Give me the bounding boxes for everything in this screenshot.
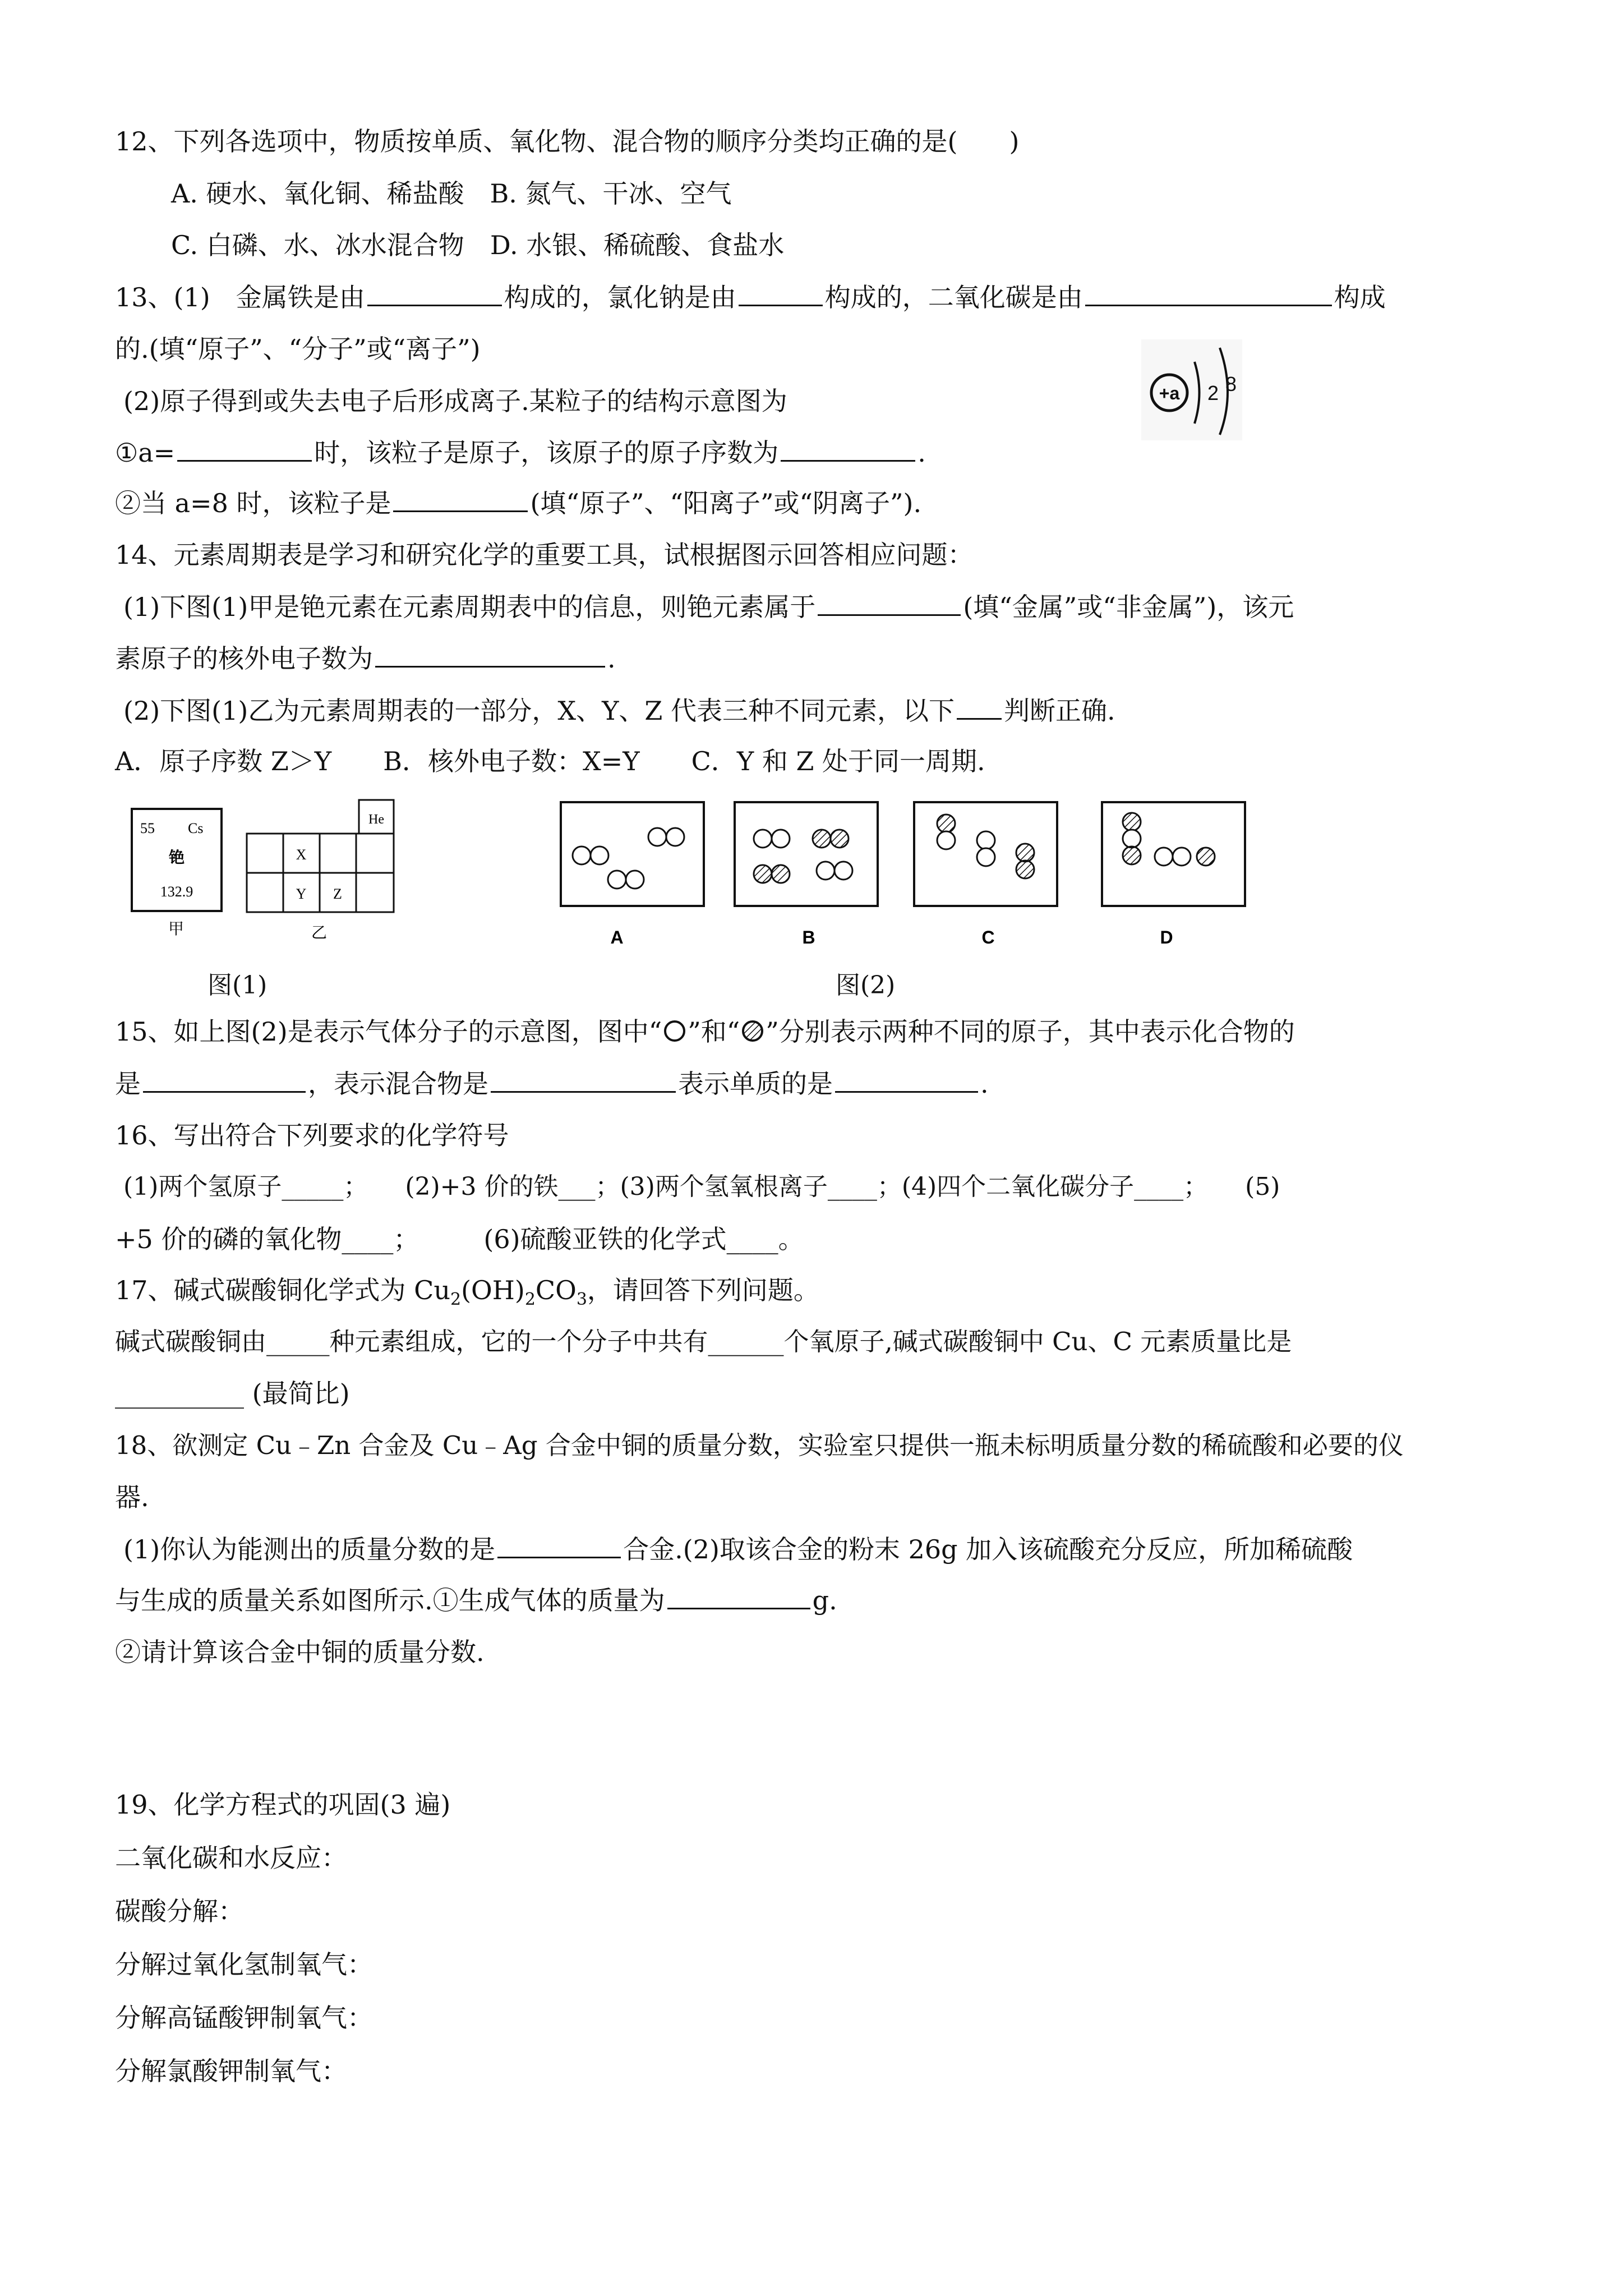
box-label-a: A <box>610 927 624 947</box>
q15-text: ”和“ <box>688 1016 740 1047</box>
q13-text: (填“原子”、“阳离子”或“阴离子”). <box>530 488 922 518</box>
answer-blank[interactable] <box>818 592 961 616</box>
q17-text: (OH) <box>461 1275 525 1305</box>
q14-text: (填“金属”或“非金属”)，该元 <box>963 592 1294 622</box>
q18-text: 合金.(2)取该合金的粉末 26g 加入该硫酸充分反应，所加稀硫酸 <box>623 1534 1353 1565</box>
cell-mass: 132.9 <box>160 884 193 900</box>
q13-text: 时，该粒子是原子，该原子的原子序数为 <box>314 438 779 468</box>
q13-line2: 的.(填“原子”、“分子”或“离子”) <box>115 334 481 364</box>
q19-stem: 19、化学方程式的巩固(3 遍) <box>115 1789 451 1820</box>
q18-stem1: 18、欲测定 Cu﹣Zn 合金及 Cu﹣Ag 合金中铜的质量分数，实验室只提供一瓶未标明质量分数的稀硫酸和必要的仪 <box>115 1430 1404 1460</box>
q17-line2: __________ (最简比) <box>115 1378 350 1409</box>
q15-text: ”分别表示两种不同的原子，其中表示化合物的 <box>766 1016 1295 1047</box>
q16-line2: +5 价的磷的氧化物____； (6)硫酸亚铁的化学式____。 <box>115 1224 804 1254</box>
q15-text: 15、如上图(2)是表示气体分子的示意图，图中“ <box>115 1016 662 1047</box>
q14-line2 <box>115 643 616 674</box>
q18-line3: ②请计算该合金中铜的质量分数. <box>115 1637 485 1667</box>
answer-blank[interactable] <box>1085 282 1332 306</box>
answer-blank[interactable] <box>177 438 312 462</box>
q13-line1 <box>115 282 1386 313</box>
answer-blank[interactable] <box>667 1585 810 1609</box>
q12-option-d: D. 水银、稀硫酸、食盐水 <box>490 230 785 260</box>
q18-text: g. <box>812 1585 837 1616</box>
q13-text: 构成 <box>1334 282 1386 312</box>
q17-sub: 3 <box>576 1290 587 1310</box>
q12-option-b: B. 氮气、干冰、空气 <box>490 178 732 209</box>
q19-item: 分解过氧化氢制氧气： <box>115 1949 373 1980</box>
cell-symbol: Cs <box>188 820 204 836</box>
molecule-box-c <box>914 802 1057 906</box>
answer-blank[interactable] <box>491 1069 676 1093</box>
q19-item: 分解氯酸钾制氧气： <box>115 2056 347 2086</box>
atom-structure-diagram <box>1141 339 1242 440</box>
q13-text: 13、(1) 金属铁是由 <box>115 282 365 312</box>
q13-line4 <box>115 438 926 468</box>
q17-sub: 2 <box>524 1290 536 1310</box>
q15-text: 表示单质的是 <box>678 1069 833 1099</box>
box-label-c: C <box>981 927 995 947</box>
answer-blank[interactable] <box>143 1069 306 1093</box>
figure-1-caption: 图(1) <box>208 971 268 1000</box>
cell-atomic-number: 55 <box>140 820 155 836</box>
q18-stem2: 器. <box>115 1482 149 1512</box>
answer-blank[interactable] <box>835 1069 978 1093</box>
answer-blank[interactable] <box>497 1534 621 1558</box>
answer-blank[interactable] <box>375 643 605 668</box>
box-label-b: B <box>802 927 815 947</box>
table-z: Z <box>333 886 342 902</box>
label-yi: 乙 <box>311 923 328 942</box>
q13-text: 构成的，二氧化碳是由 <box>824 282 1083 312</box>
q19-item: 分解高锰酸钾制氧气： <box>115 2003 373 2033</box>
q14-text: 判断正确. <box>1004 696 1115 726</box>
q13-text: ②当 a=8 时，该粒子是 <box>115 488 391 518</box>
q15-text: 是 <box>115 1069 141 1099</box>
answer-blank[interactable] <box>957 696 1002 720</box>
q15-text: ，表示混合物是 <box>308 1069 488 1099</box>
molecule-box-a <box>561 802 704 906</box>
answer-blank[interactable] <box>739 282 823 306</box>
figure-2-caption: 图(2) <box>836 971 896 1000</box>
q13-line5 <box>115 488 921 519</box>
q14-options: A．原子序数 Z＞Y B．核外电子数：X=Y C．Y 和 Z 处于同一周期. <box>115 746 985 776</box>
q17-sub: 2 <box>450 1290 462 1310</box>
q18-text: (1)你认为能测出的质量分数的是 <box>123 1534 496 1565</box>
q14-line1 <box>123 592 1294 623</box>
q19-item: 碳酸分解： <box>115 1896 244 1926</box>
answer-blank[interactable] <box>781 438 915 462</box>
molecule-box-d <box>1102 802 1245 906</box>
table-x: X <box>296 846 307 863</box>
q14-stem: 14、元素周期表是学习和研究化学的重要工具，试根据图示回答相应问题： <box>115 540 974 570</box>
answer-blank[interactable] <box>393 488 528 512</box>
q14-text: (2)下图(1)乙为元素周期表的一部分，X、Y、Z 代表三种不同元素，以下 <box>123 696 955 726</box>
q13-text: 构成的，氯化钠是由 <box>504 282 736 312</box>
figure-2-molecules <box>555 797 1262 954</box>
q12-stem: 12、下列各选项中，物质按单质、氧化物、混合物的顺序分类均正确的是( ) <box>115 126 1020 157</box>
q15-line1 <box>115 1016 1295 1047</box>
q17-line1: 碱式碳酸铜由_____种元素组成，它的一个分子中共有______个氧原子,碱式碳酸铜中 Cu、C 元素质量比是 <box>115 1327 1292 1356</box>
diagram-shell1-count: 2 <box>1207 381 1219 404</box>
q12-options-ab <box>171 178 732 209</box>
hatched-atom-icon <box>740 1018 766 1044</box>
q14-text: . <box>607 643 616 674</box>
box-label-d: D <box>1160 927 1173 947</box>
diagram-shell2-count: 8 <box>1225 372 1237 395</box>
q17-text: ，请回答下列问题。 <box>587 1275 819 1305</box>
white-atom-icon <box>662 1018 688 1044</box>
q17-text: 17、碱式碳酸铜化学式为 Cu <box>115 1275 450 1305</box>
figure-1-periodic <box>126 797 418 942</box>
q13-text: ①a= <box>115 438 176 468</box>
q17-stem <box>115 1275 819 1310</box>
q14-line3 <box>123 696 1115 726</box>
q15-text: . <box>980 1069 989 1099</box>
q12-options-cd <box>171 230 784 261</box>
q17-text: CO <box>535 1275 577 1305</box>
q18-line1 <box>123 1534 1353 1565</box>
molecule-box-b <box>735 802 878 906</box>
q12-option-c: C. 白磷、水、冰水混合物 <box>171 230 464 260</box>
q18-text: 与生成的质量关系如图所示.①生成气体的质量为 <box>115 1585 665 1616</box>
q13-text: . <box>917 438 926 468</box>
diagram-nucleus: +a <box>1159 383 1180 403</box>
q14-text: (1)下图(1)甲是铯元素在元素周期表中的信息，则铯元素属于 <box>123 592 816 622</box>
q12-option-a: A. 硬水、氧化铜、稀盐酸 <box>171 178 464 209</box>
q15-line2 <box>115 1069 989 1099</box>
q19-item: 二氧化碳和水反应： <box>115 1843 347 1873</box>
label-jia: 甲 <box>168 919 185 938</box>
answer-blank[interactable] <box>367 282 502 306</box>
cell-name: 铯 <box>168 848 185 867</box>
q18-line2 <box>115 1585 837 1616</box>
q13-line3: (2)原子得到或失去电子后形成离子.某粒子的结构示意图为 <box>123 386 787 416</box>
q16-line1: (1)两个氢原子_____； (2)+3 价的铁___；(3)两个氢氧根离子____；(4)四个二氧化碳分子____； (5) <box>123 1172 1280 1201</box>
table-he: He <box>368 812 384 827</box>
q16-stem: 16、写出符合下列要求的化学符号 <box>115 1120 509 1151</box>
q14-text: 素原子的核外电子数为 <box>115 643 373 674</box>
table-y: Y <box>296 886 307 902</box>
